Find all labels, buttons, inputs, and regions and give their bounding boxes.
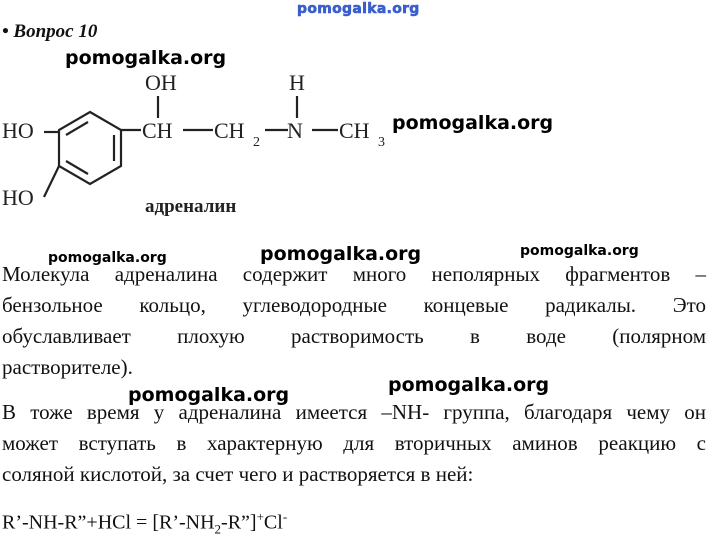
watermark: pomogalka.org <box>128 384 290 406</box>
formula-chloride: Cl <box>263 511 283 534</box>
adrenaline-structure <box>0 60 400 230</box>
paragraph-line: обуславливает плохую растворимость в воде (полярном <box>2 324 706 348</box>
paragraph-line: бензольное кольцо, углеводородные концевые радикалы. Это <box>2 293 706 317</box>
formula-left: R’-NH-R”+HCl = [R’-NH <box>2 511 215 534</box>
adrenaline-caption: адреналин <box>145 196 237 217</box>
paragraph-line: Молекула адреналина содержит много неполярных фрагментов – <box>2 262 706 286</box>
benzene-ring <box>59 112 121 184</box>
question-title: • Вопрос 10 <box>2 21 98 42</box>
watermark: pomogalka.org <box>65 47 227 69</box>
oh-label: OH <box>145 70 177 95</box>
reaction-formula <box>2 509 287 538</box>
formula-superscript-minus: - <box>282 509 288 524</box>
ch3-label: CH <box>339 118 370 143</box>
paragraph-line: В тоже время у адреналина имеется –NH- группа, благодаря чему он <box>2 400 706 424</box>
watermark: pomogalka.org <box>392 112 554 134</box>
watermark: pomogalka.org <box>388 374 550 396</box>
watermark: pomogalka.org <box>520 243 639 259</box>
paragraph-line: растворителе). <box>2 355 133 379</box>
paragraph-line: соляной кислотой, за счет чего и растворяется в ней: <box>2 462 474 486</box>
paragraph-line: может вступать в характерную для вторичных аминов реакцию с <box>2 431 706 455</box>
formula-mid: -R”] <box>221 511 257 534</box>
formula-superscript-plus: + <box>256 509 264 524</box>
ch2-subscript: 2 <box>253 135 260 150</box>
n-label: N <box>287 118 303 143</box>
watermark: pomogalka.org <box>48 250 167 266</box>
paragraph-reaction <box>2 397 706 490</box>
ch2-label: CH <box>214 118 245 143</box>
ho-lower-label: HO <box>2 185 34 210</box>
ho-upper-label: HO <box>2 118 34 143</box>
h-label: H <box>289 70 305 95</box>
watermark-top: pomogalka.org <box>297 1 420 17</box>
ch-label: CH <box>142 118 173 143</box>
ch3-subscript: 3 <box>378 135 385 150</box>
paragraph-solubility <box>2 259 706 383</box>
watermark: pomogalka.org <box>260 243 422 265</box>
formula-subscript: 2 <box>214 521 222 537</box>
